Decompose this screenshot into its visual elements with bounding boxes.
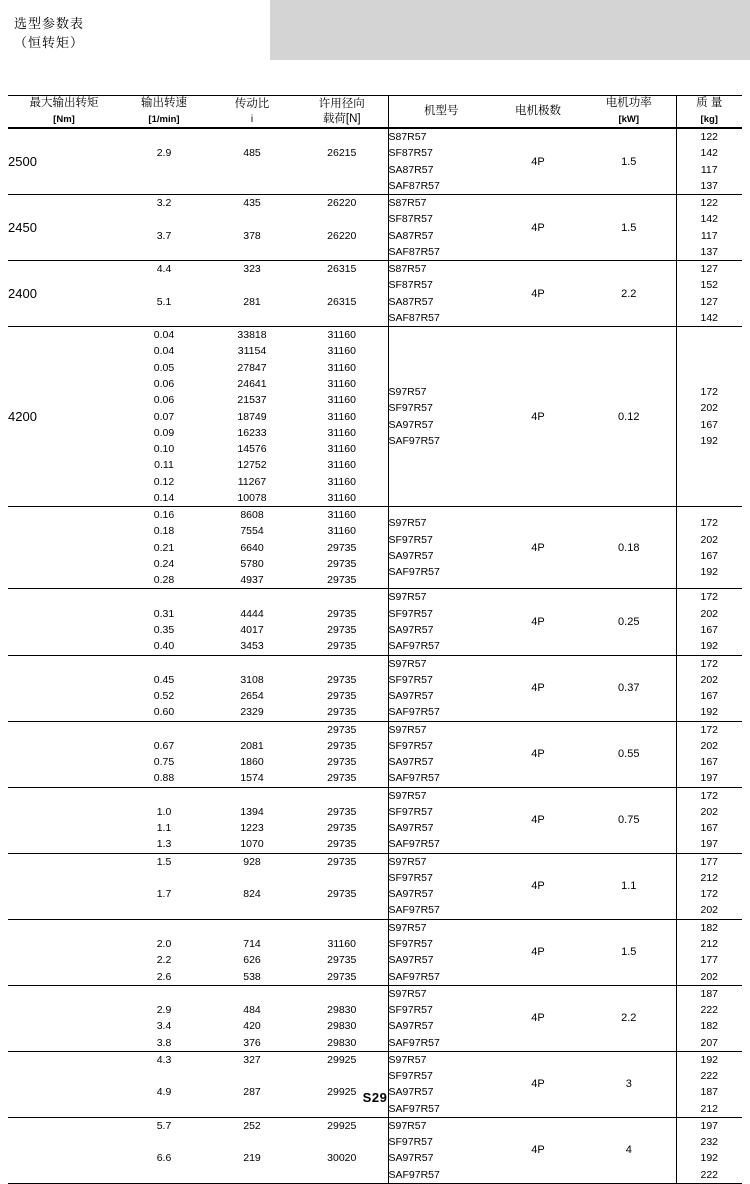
cell-output-speed: 4.4 5.1: [156, 263, 172, 308]
col-header-power: 电机功率 [kW]: [582, 96, 676, 129]
spec-table: [8, 95, 742, 1184]
cell-power: 4: [582, 1117, 676, 1183]
cell-max-torque: [8, 1117, 120, 1183]
spec-table-wrapper: [8, 95, 742, 1184]
cell-ratio: 3108 2654 2329: [240, 673, 264, 719]
cell-max-torque: [8, 721, 120, 787]
cell-ratio: 2081 1860 1574: [240, 739, 264, 785]
page-title-line1: 选型参数表: [14, 16, 85, 31]
cell-poles: 4P: [531, 410, 545, 423]
cell-poles: 4P: [531, 1078, 545, 1091]
table-row: [8, 919, 742, 985]
col-header-radial-load: 许用径向 载荷[N]: [296, 96, 388, 129]
cell-model: S97R57 SF97R57 SA97R57 SAF97R57: [388, 589, 494, 655]
cell-model: S97R57 SF97R57 SA97R57 SAF97R57: [388, 1051, 494, 1117]
table-row: [8, 507, 742, 589]
table-row: [8, 721, 742, 787]
cell-ratio: 714 626 538: [243, 938, 261, 983]
cell-weight: 177 212 172 202: [676, 853, 742, 919]
cell-model: S97R57 SF97R57 SA97R57 SAF97R57: [388, 655, 494, 721]
cell-model: S87R57 SF87R57 SA87R57 SAF87R57: [388, 261, 494, 327]
cell-power: 1.5: [582, 919, 676, 985]
cell-model: S97R57 SF97R57 SA97R57 SAF97R57: [388, 919, 494, 985]
cell-weight: 122 142 117 137: [676, 128, 742, 195]
cell-ratio: 8608 7554 6640 5780 4937: [240, 509, 264, 587]
cell-output-speed: 2.0 2.2 2.6: [156, 938, 172, 983]
cell-ratio: 4444 4017 3453: [240, 607, 264, 653]
cell-ratio: 435 378: [243, 197, 261, 242]
cell-poles: 4P: [531, 1144, 545, 1157]
cell-radial-load: 29830 29830 29830: [296, 985, 388, 1051]
page-title-line2: （恒转矩）: [14, 35, 85, 50]
cell-output-speed: 4.3 4.9: [156, 1053, 172, 1099]
cell-radial-load: 26315 26315: [296, 261, 388, 327]
cell-weight: 127 152 127 142: [676, 261, 742, 327]
cell-max-torque: [8, 1051, 120, 1117]
cell-ratio: 484 420 376: [243, 1004, 261, 1049]
col-header-poles: 电机极数: [494, 96, 582, 129]
col-header-ratio: 传动比 i: [208, 96, 296, 129]
cell-output-speed: 5.7 6.6: [156, 1119, 172, 1165]
cell-power: 2.2: [582, 261, 676, 327]
cell-max-torque: 2400: [8, 286, 37, 302]
cell-output-speed: 2.9: [156, 147, 172, 160]
page-number: S29: [362, 1090, 388, 1105]
cell-power: 0.25: [582, 589, 676, 655]
cell-power: 3: [582, 1051, 676, 1117]
table-row: [8, 1117, 742, 1183]
cell-model: S97R57 SF97R57 SA97R57 SAF97R57: [388, 853, 494, 919]
col-header-output-speed: 输出转速 [1/min]: [120, 96, 208, 129]
cell-max-torque: 2450: [8, 220, 37, 236]
table-row: [8, 128, 742, 195]
cell-ratio: 323 281: [243, 263, 261, 308]
cell-radial-load: 29735 29735 29735: [296, 787, 388, 853]
cell-power: 0.55: [582, 721, 676, 787]
cell-model: S97R57 SF97R57 SA97R57 SAF97R57: [388, 721, 494, 787]
cell-output-speed: 0.31 0.35 0.40: [153, 607, 175, 653]
cell-model: S97R57 SF97R57 SA97R57 SAF97R57: [388, 327, 494, 507]
cell-radial-load: 29925 29925: [296, 1051, 388, 1117]
cell-output-speed: 0.16 0.18 0.21 0.24 0.28: [153, 509, 175, 587]
cell-weight: 187 222 182 207: [676, 985, 742, 1051]
cell-weight: 122 142 117 137: [676, 195, 742, 261]
cell-model: S97R57 SF97R57 SA97R57 SAF97R57: [388, 1117, 494, 1183]
cell-poles: 4P: [531, 615, 545, 628]
cell-max-torque: 4200: [8, 409, 37, 425]
cell-power: 2.2: [582, 985, 676, 1051]
header-grey-block: [270, 0, 750, 60]
col-header-max-torque: 最大输出转矩 [Nm]: [8, 96, 120, 129]
cell-output-speed: 1.0 1.1 1.3: [156, 805, 172, 851]
cell-radial-load: 29735 29735: [296, 853, 388, 919]
cell-poles: 4P: [531, 541, 545, 554]
cell-radial-load: 31160 29735 29735: [296, 919, 388, 985]
cell-weight: 172 202 167 192: [676, 327, 742, 507]
cell-poles: 4P: [531, 814, 545, 827]
cell-ratio: 1394 1223 1070: [240, 805, 264, 851]
cell-model: S97R57 SF97R57 SA97R57 SAF97R57: [388, 507, 494, 589]
table-row: [8, 1051, 742, 1117]
table-row: [8, 195, 742, 261]
table-row: [8, 787, 742, 853]
cell-model: S87R57 SF87R57 SA87R57 SAF87R57: [388, 195, 494, 261]
table-row: [8, 327, 742, 507]
cell-weight: 192 222 187 212: [676, 1051, 742, 1117]
cell-weight: 172 202 167 192: [676, 507, 742, 589]
cell-poles: 4P: [531, 155, 545, 168]
cell-poles: 4P: [531, 682, 545, 695]
cell-power: 1.1: [582, 853, 676, 919]
cell-poles: 4P: [531, 748, 545, 761]
cell-max-torque: [8, 787, 120, 853]
table-row: [8, 985, 742, 1051]
table-row: [8, 261, 742, 327]
cell-power: 1.5: [582, 128, 676, 195]
cell-weight: 172 202 167 197: [676, 721, 742, 787]
cell-ratio: 485: [243, 147, 261, 160]
cell-max-torque: 2500: [8, 154, 37, 170]
cell-poles: 4P: [531, 880, 545, 893]
cell-model: S97R57 SF97R57 SA97R57 SAF97R57: [388, 985, 494, 1051]
cell-ratio: 33818 31154 27847 24641 21537 18749 16233 14576 12752 11267 10078: [237, 329, 267, 504]
table-header: [8, 96, 742, 129]
cell-power: 1.5: [582, 195, 676, 261]
cell-weight: 172 202 167 197: [676, 787, 742, 853]
cell-weight: 182 212 177 202: [676, 919, 742, 985]
cell-weight: 197 232 192 222: [676, 1117, 742, 1183]
cell-weight: 172 202 167 192: [676, 589, 742, 655]
cell-output-speed: 3.2 3.7: [156, 197, 172, 242]
cell-radial-load: 29735 29735 29735 29735: [296, 721, 388, 787]
table-row: [8, 655, 742, 721]
cell-output-speed: 0.45 0.52 0.60: [153, 673, 175, 719]
cell-radial-load: 31160 31160 31160 31160 31160 31160 31160 31160 31160 31160 31160: [296, 327, 388, 507]
cell-max-torque: [8, 985, 120, 1051]
table-row: [8, 589, 742, 655]
cell-poles: 4P: [531, 287, 545, 300]
cell-ratio: 327 287: [243, 1053, 261, 1099]
cell-output-speed: 0.04 0.04 0.05 0.06 0.06 0.07 0.09 0.10 0.11 0.12 0.14: [153, 329, 175, 504]
cell-radial-load: 29735 29735 29735: [296, 655, 388, 721]
cell-output-speed: 1.5 1.7: [156, 855, 172, 901]
col-header-model: 机型号: [388, 96, 494, 129]
cell-radial-load: 26215: [296, 128, 388, 195]
cell-power: 0.12: [582, 327, 676, 507]
cell-radial-load: 29735 29735 29735: [296, 589, 388, 655]
cell-model: S87R57 SF87R57 SA87R57 SAF87R57: [388, 128, 494, 195]
cell-max-torque: [8, 853, 120, 919]
cell-max-torque: [8, 507, 120, 589]
cell-max-torque: [8, 919, 120, 985]
header-band: [0, 0, 750, 60]
cell-power: 0.37: [582, 655, 676, 721]
page-title: [14, 14, 84, 52]
cell-radial-load: 31160 31160 29735 29735 29735: [296, 507, 388, 589]
cell-max-torque: [8, 589, 120, 655]
cell-ratio: 252 219: [243, 1119, 261, 1165]
col-header-weight: 质 量 [kg]: [676, 96, 742, 129]
cell-radial-load: 29925 30020: [296, 1117, 388, 1183]
cell-output-speed: 2.9 3.4 3.8: [156, 1004, 172, 1049]
cell-poles: 4P: [531, 1012, 545, 1025]
cell-max-torque: [8, 655, 120, 721]
cell-model: S97R57 SF97R57 SA97R57 SAF97R57: [388, 787, 494, 853]
table-body: [8, 128, 742, 1184]
cell-power: 0.18: [582, 507, 676, 589]
cell-output-speed: 0.67 0.75 0.88: [153, 739, 175, 785]
cell-weight: 172 202 167 192: [676, 655, 742, 721]
table-row: [8, 853, 742, 919]
cell-radial-load: 26220 26220: [296, 195, 388, 261]
cell-poles: 4P: [531, 946, 545, 959]
cell-ratio: 928 824: [243, 855, 261, 901]
cell-poles: 4P: [531, 221, 545, 234]
cell-power: 0.75: [582, 787, 676, 853]
